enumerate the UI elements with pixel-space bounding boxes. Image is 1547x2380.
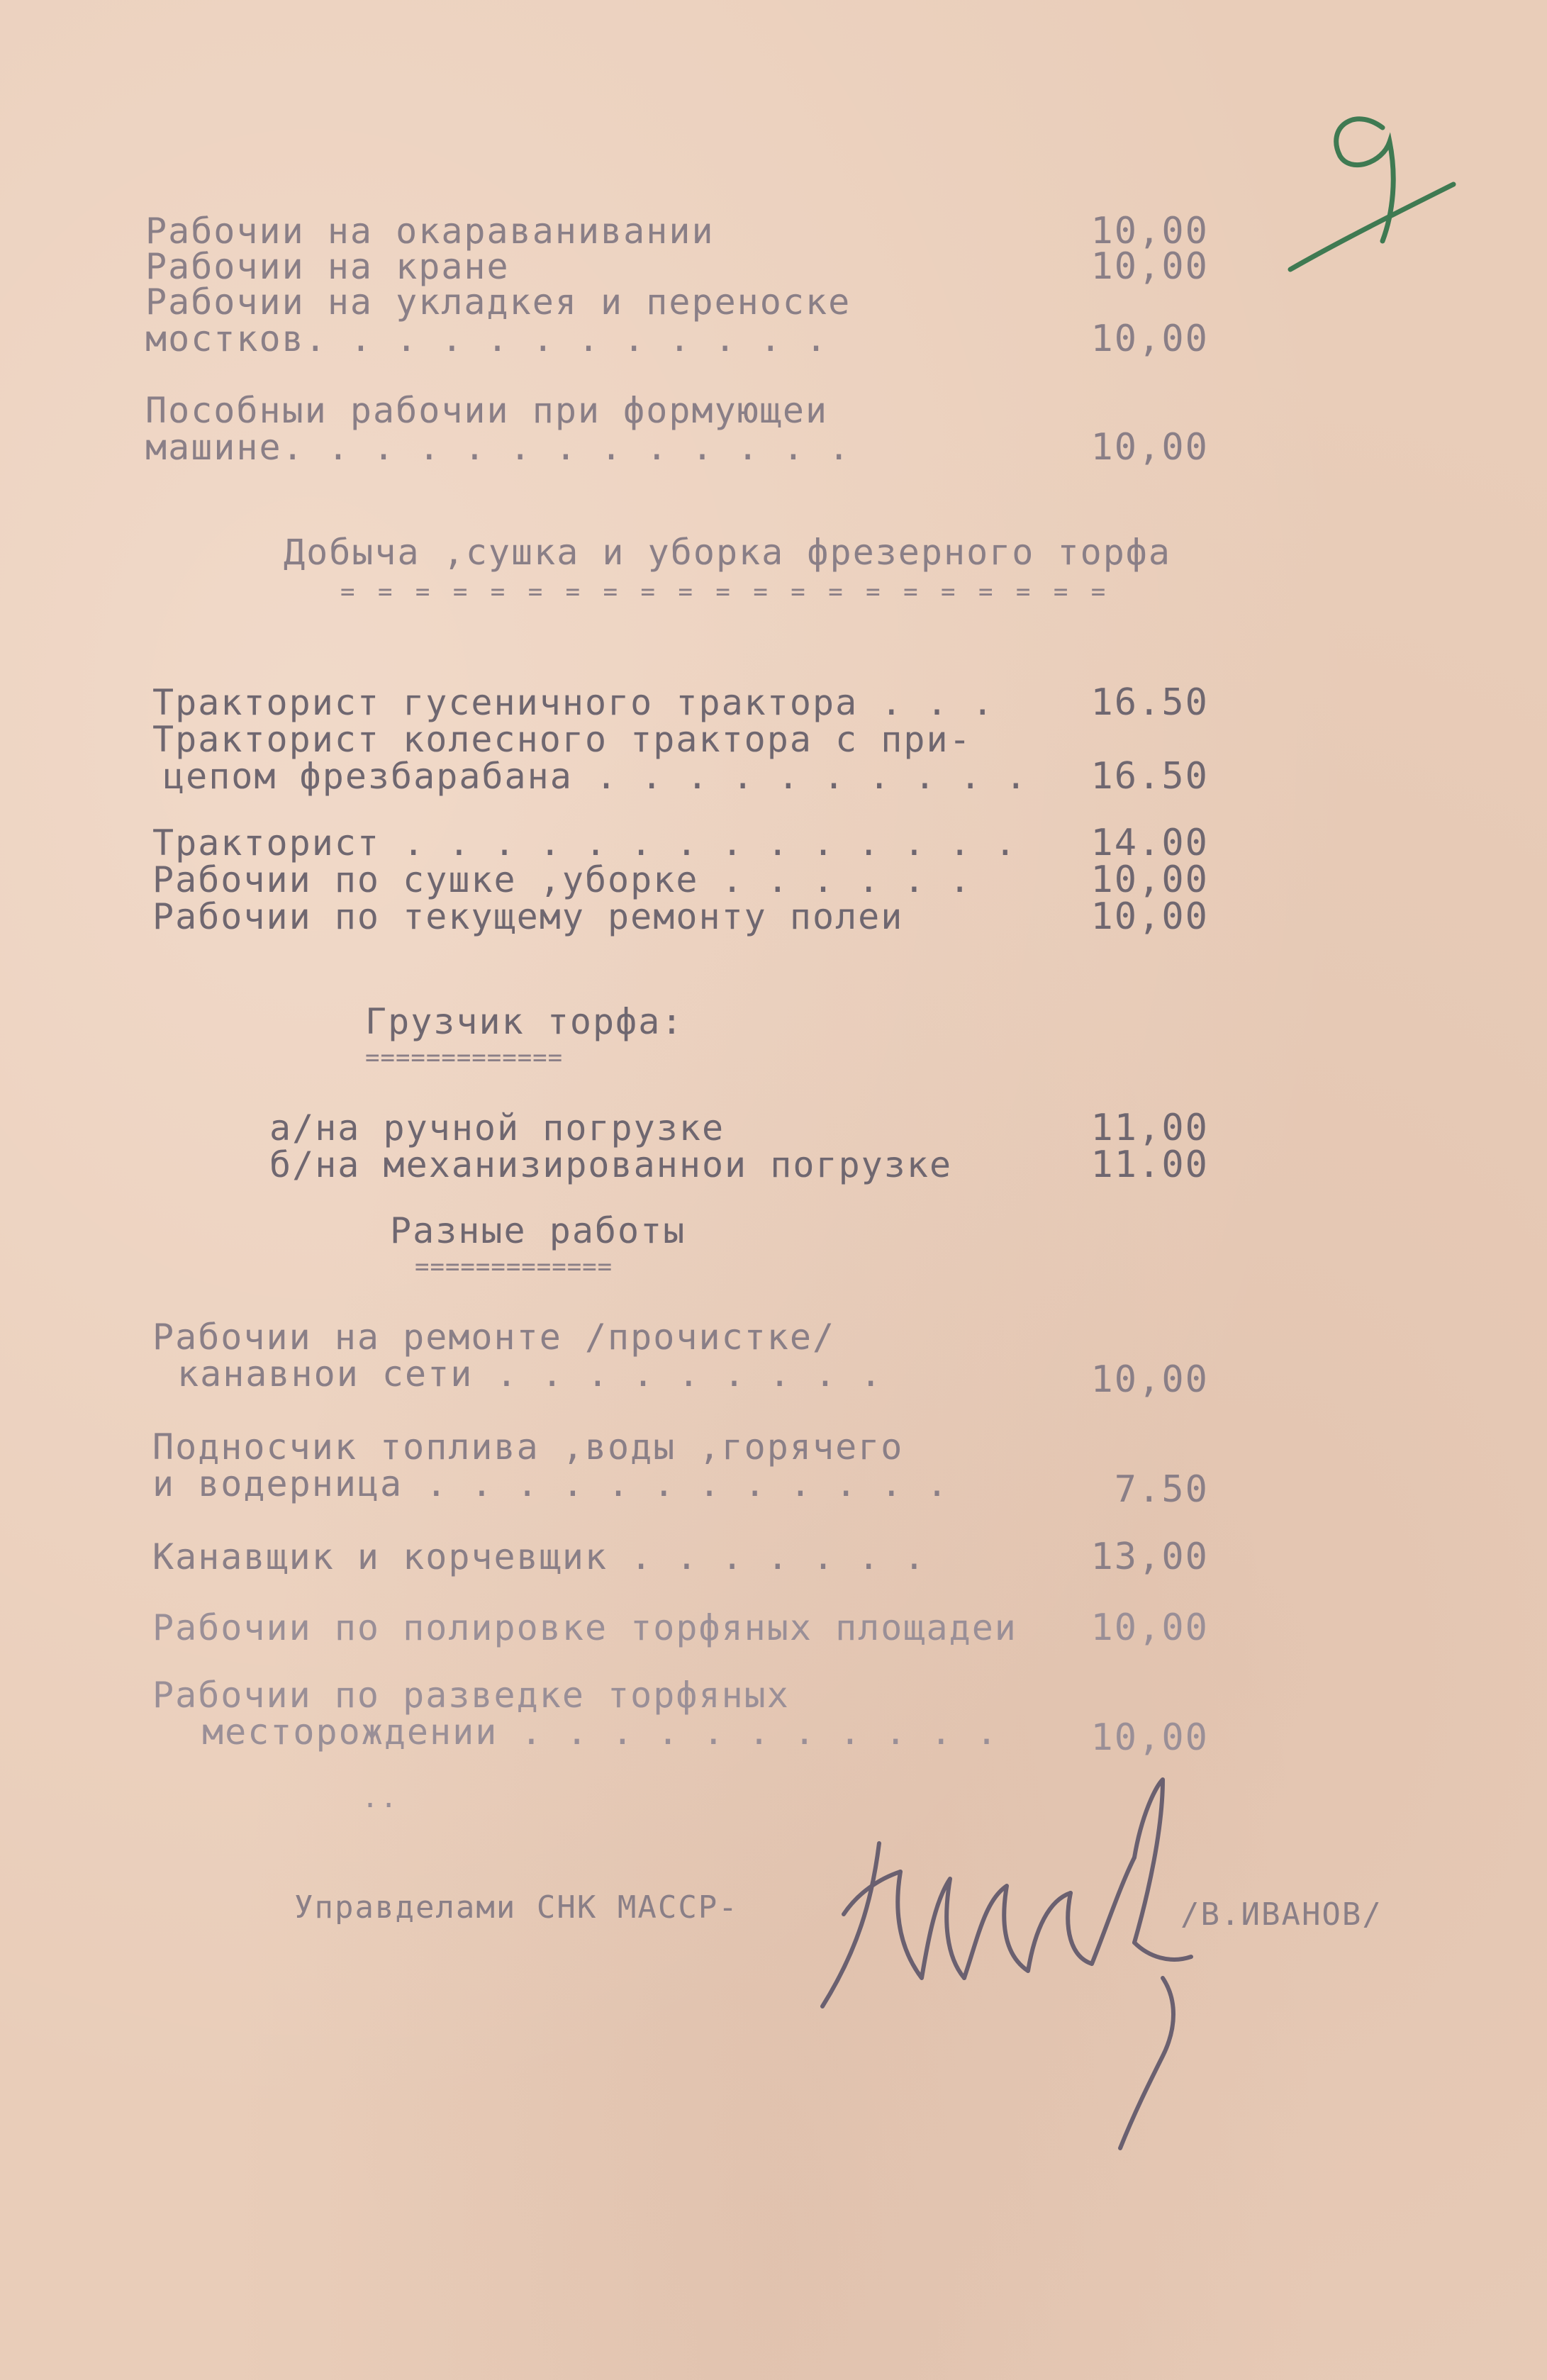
row-value: 10,00 bbox=[1090, 859, 1209, 901]
row-label: Подносчик топлива ,воды ,горячего bbox=[152, 1426, 904, 1468]
row-value: 10,00 bbox=[1090, 895, 1209, 938]
row-label: Тракторист гусеничного трактора . . . bbox=[152, 682, 995, 723]
stray-dots: .. bbox=[362, 1782, 399, 1814]
row-label: Рабочии на укладкея и переноске bbox=[145, 281, 851, 323]
row-label: Рабочии по сушке ,уборке . . . . . . bbox=[152, 859, 972, 900]
row-label: а/на ручной погрузке bbox=[269, 1107, 725, 1149]
row-value: 10,00 bbox=[1090, 245, 1209, 288]
folio-number bbox=[1276, 78, 1461, 291]
section-heading: Добыча ,сушка и уборка фрезерного торфа bbox=[284, 532, 1171, 573]
row-label: Рабочии на кране bbox=[145, 246, 510, 287]
row-value: 11.00 bbox=[1090, 1144, 1209, 1186]
row-label: Пособныи рабочии при формующеи bbox=[145, 390, 829, 431]
row-value: 10,00 bbox=[1090, 318, 1209, 360]
row-value: 10,00 bbox=[1090, 1358, 1209, 1401]
row-label: Рабочии по текущему ремонту полеи bbox=[152, 896, 904, 937]
row-value: 13,00 bbox=[1090, 1536, 1209, 1578]
row-label-cont: канавнои сети . . . . . . . . . bbox=[177, 1353, 883, 1395]
row-label: Рабочии по разведке торфяных bbox=[152, 1675, 790, 1716]
row-value: 10,00 bbox=[1090, 1607, 1209, 1649]
row-label-cont: цепом фрезбарабана . . . . . . . . . . bbox=[163, 756, 1028, 797]
row-value: 14.00 bbox=[1090, 822, 1209, 864]
row-label: б/на механизированнои погрузке bbox=[269, 1144, 953, 1185]
signature-scribble bbox=[794, 1772, 1248, 2155]
row-value: 10,00 bbox=[1090, 1716, 1209, 1759]
row-label-cont: и водерница . . . . . . . . . . . . bbox=[152, 1463, 949, 1504]
row-value: 16.50 bbox=[1090, 681, 1209, 724]
row-label: Рабочии на ремонте /прочистке/ bbox=[152, 1317, 836, 1358]
signer-title: Управделами СНК МАССР- bbox=[294, 1889, 739, 1926]
row-value: 10,00 bbox=[1090, 426, 1209, 469]
heading-underline: = = = = = = = = = = = = = = = = = = = = = bbox=[340, 578, 1110, 606]
row-value: 11,00 bbox=[1090, 1107, 1209, 1149]
section-heading: Грузчик торфа: bbox=[365, 1001, 684, 1042]
signer-name: /В.ИВАНОВ/ bbox=[1180, 1896, 1383, 1933]
row-value: 10,00 bbox=[1090, 210, 1209, 252]
folio-number-mark bbox=[1276, 78, 1461, 291]
row-label: Рабочии на окараванивании bbox=[145, 211, 715, 252]
section-heading: Разные работы bbox=[390, 1210, 686, 1251]
row-label: Канавщик и корчевщик . . . . . . . bbox=[152, 1536, 927, 1577]
row-label-cont: машине. . . . . . . . . . . . . bbox=[145, 427, 851, 468]
row-value: 16.50 bbox=[1090, 755, 1209, 798]
row-label: Тракторист колесного трактора с при- bbox=[152, 719, 972, 760]
handwritten-signature bbox=[794, 1772, 1248, 2155]
row-value: 7.50 bbox=[1114, 1468, 1209, 1511]
heading-underline: ============= bbox=[365, 1044, 564, 1072]
row-label: Рабочии по полировке торфяных площадеи bbox=[152, 1607, 1017, 1648]
heading-underline: ============= bbox=[415, 1253, 613, 1281]
row-label-cont: месторождении . . . . . . . . . . . bbox=[202, 1711, 999, 1753]
row-label-cont: мостков. . . . . . . . . . . . bbox=[145, 318, 829, 359]
row-label: Тракторист . . . . . . . . . . . . . . bbox=[152, 822, 1017, 864]
